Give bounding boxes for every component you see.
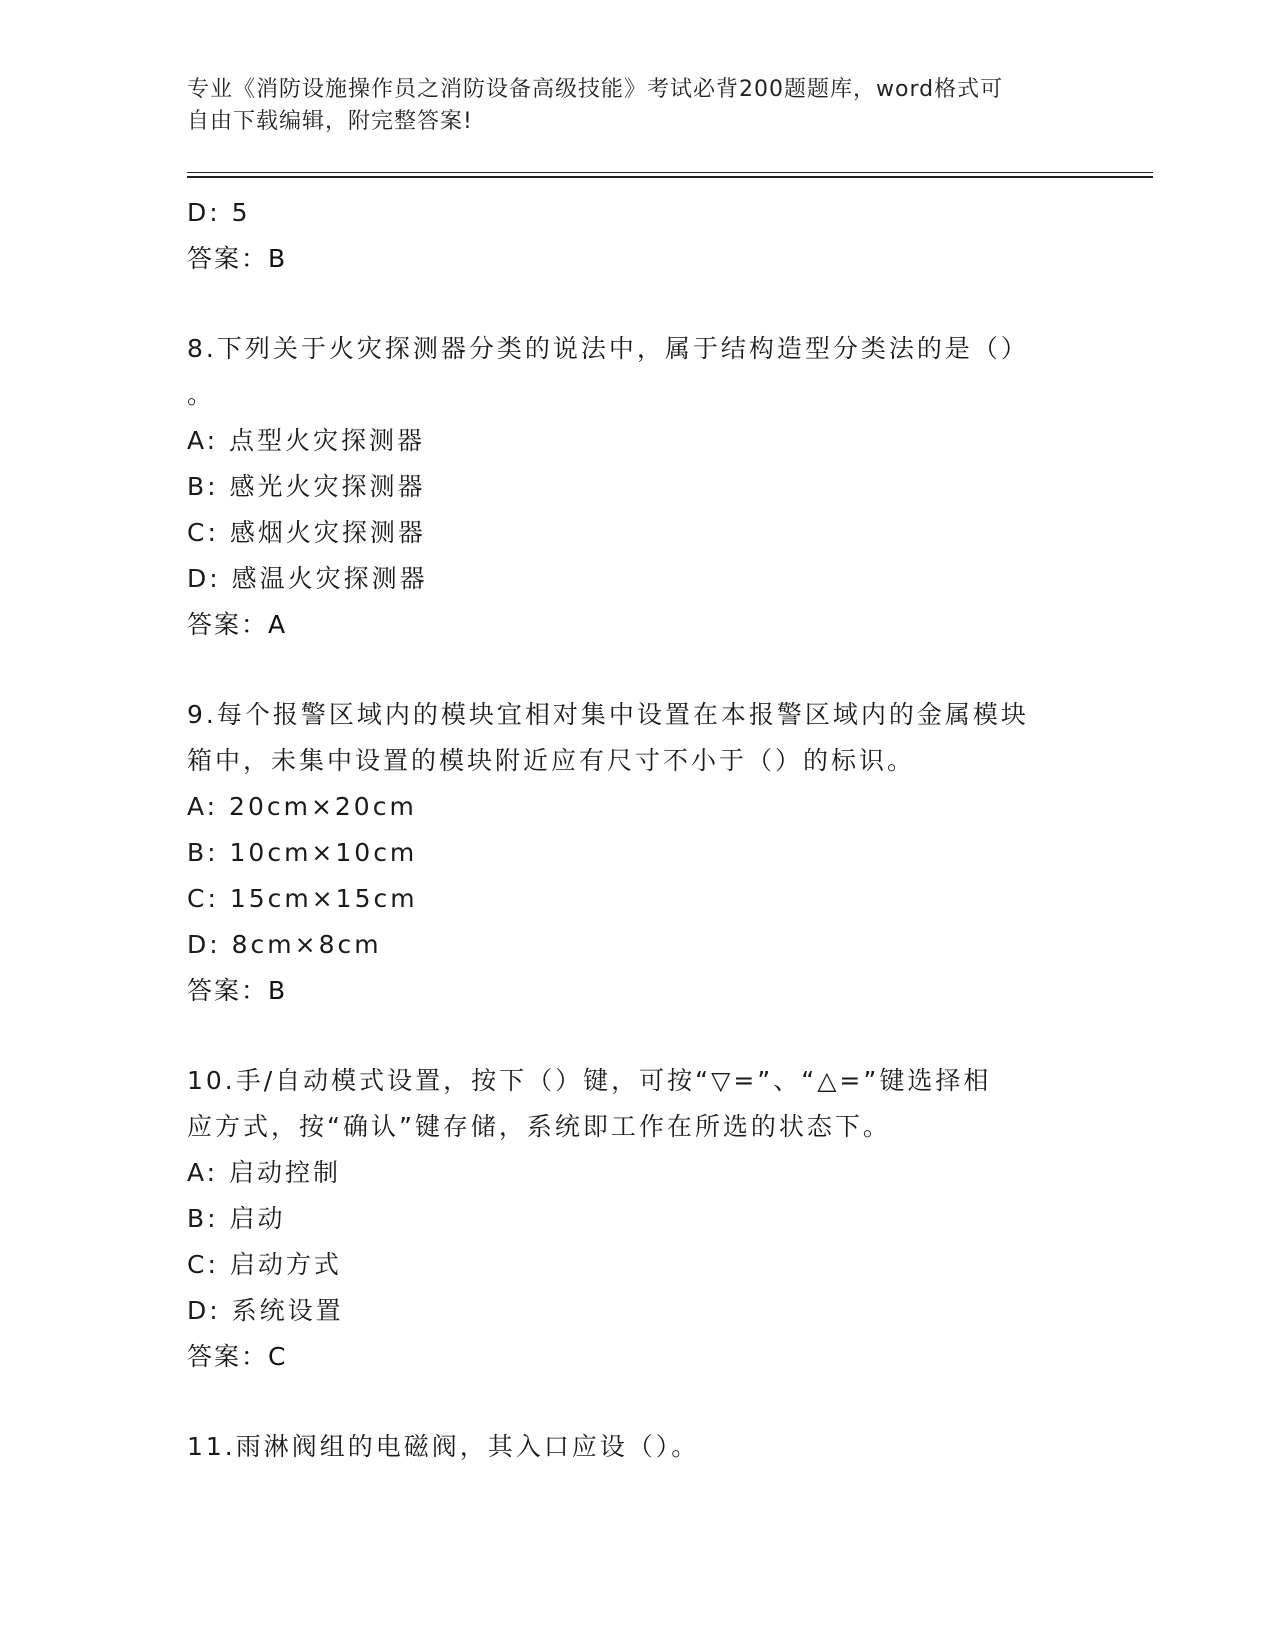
question-stem: 9.每个报警区域内的模块宜相对集中设置在本报警区域内的金属模块: [187, 700, 1029, 729]
option-c: C: 启动方式: [187, 1250, 342, 1279]
document-header: [187, 74, 1087, 138]
answer-line: 答案：B: [187, 976, 288, 1005]
option-c: C: 感烟火灾探测器: [187, 518, 426, 547]
question-8: [187, 326, 1087, 648]
question-stem-continued: 箱中，未集中设置的模块附近应有尺寸不小于（）的标识。: [187, 746, 916, 775]
header-title-line-2: 自由下载编辑，附完整答案!: [187, 109, 473, 134]
question-stem-continued: 应方式，按“确认”键存储，系统即工作在所选的状态下。: [187, 1112, 891, 1141]
header-divider-thin: [187, 172, 1153, 173]
option-d: D: 8cm×8cm: [187, 930, 382, 959]
option-c: C: 15cm×15cm: [187, 884, 418, 913]
question-stem: 11.雨淋阀组的电磁阀，其入口应设（）。: [187, 1432, 700, 1461]
header-divider-thick: [187, 176, 1153, 178]
question-10: [187, 1058, 1087, 1380]
header-title-line-1: 专业《消防设施操作员之消防设备高级技能》考试必背200题题库，word格式可: [187, 77, 1004, 102]
question-stem-continued: 。: [187, 380, 216, 409]
option-b: B: 10cm×10cm: [187, 838, 418, 867]
question-11: [187, 1424, 1087, 1470]
question-7-tail: [187, 190, 1087, 282]
question-list: [187, 190, 1087, 1470]
answer-line: 答案：A: [187, 610, 288, 639]
question-stem: 10.手/自动模式设置，按下（）键，可按“▽=”、“△=”键选择相: [187, 1066, 992, 1095]
option-a: A: 点型火灾探测器: [187, 426, 426, 455]
option-d: D: 感温火灾探测器: [187, 564, 428, 593]
option-a: A: 20cm×20cm: [187, 792, 417, 821]
option-a: A: 启动控制: [187, 1158, 342, 1187]
option-b: B: 感光火灾探测器: [187, 472, 426, 501]
option-d: D: 5: [187, 198, 251, 227]
answer-line: 答案：C: [187, 1342, 288, 1371]
question-9: [187, 692, 1087, 1014]
answer-line: 答案：B: [187, 244, 288, 273]
question-stem: 8.下列关于火灾探测器分类的说法中，属于结构造型分类法的是（）: [187, 334, 1029, 363]
option-d: D: 系统设置: [187, 1296, 344, 1325]
option-b: B: 启动: [187, 1204, 286, 1233]
